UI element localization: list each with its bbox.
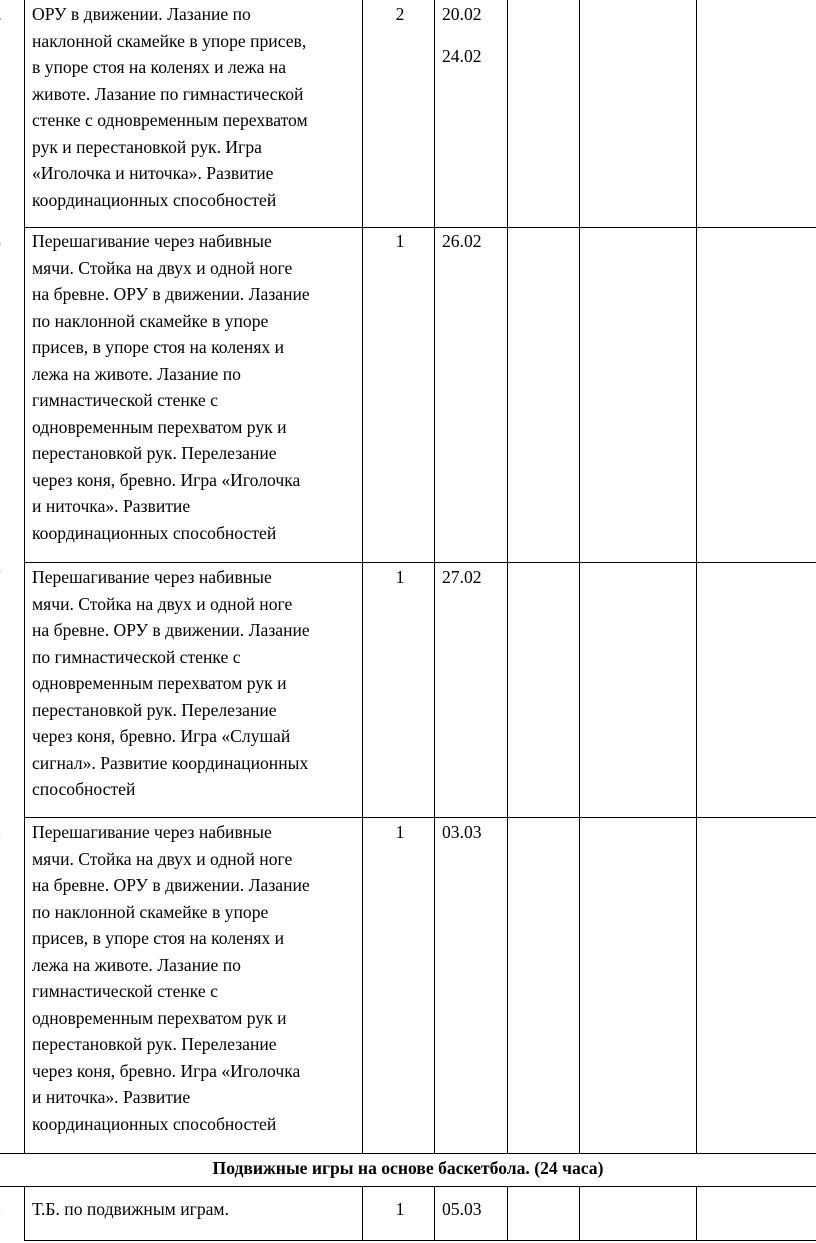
column-divider — [24, 1186, 25, 1241]
lesson-topic: ОРУ в движении. Лазание по наклонной скамейке в упоре присев, в упоре стоя на коленях и лежа на животе. Лазание по гимнастической стенке с одновременным перехватом рук и перестановкой рук. Игра «Иголочка и ниточка». Развитие координационных способностей — [32, 4, 308, 210]
lesson-hours: 1 — [395, 567, 405, 587]
lesson-topic: Перешагивание через набивные мячи. Стойка на двух и одной ноге на бревне. ОРУ в движении. Лазание по гимнастической стенке с одновременным перехватом рук и перестановкой рук. Перелезание через коня, бревно. Игра «Слушай сигнал». Развитие координационных способностей — [32, 567, 310, 799]
table-divider — [24, 1240, 816, 1241]
row-divider — [24, 562, 816, 563]
lesson-hours: 1 — [395, 231, 405, 251]
lesson-number — [0, 819, 2, 846]
lesson-date: 20.02 — [442, 4, 482, 24]
lesson-number — [0, 229, 2, 256]
lesson-number — [0, 1197, 2, 1224]
lesson-date: 27.02 — [442, 567, 482, 587]
lesson-topic: Т.Б. по подвижным играм. — [32, 1199, 229, 1219]
lesson-topic: Перешагивание через набивные мячи. Стойка на двух и одной ноге на бревне. ОРУ в движении. Лазание по наклонной скамейке в упоре присев, в упоре стоя на коленях и лежа на животе. Лазание по гимнастической стенке с одновременным перехватом рук и перестановкой рук. Перелезание через коня, бревно. Игра «Иголочка и ниточка». Развитие координационных способностей — [32, 822, 310, 1134]
column-divider — [507, 0, 508, 1153]
lesson-date: 26.02 — [442, 231, 482, 251]
column-divider — [696, 0, 697, 1153]
column-divider — [362, 0, 363, 1153]
column-divider — [507, 1186, 508, 1241]
section-heading: Подвижные игры на основе баскетбола. (24 часа) — [212, 1158, 604, 1178]
lesson-hours: 2 — [395, 4, 405, 24]
table-divider — [0, 1153, 816, 1154]
table-divider — [0, 1186, 816, 1187]
column-divider — [579, 0, 580, 1153]
column-divider — [362, 1186, 363, 1241]
lesson-number — [0, 564, 2, 591]
lesson-date: 24.02 — [442, 46, 482, 66]
lesson-topic: Перешагивание через набивные мячи. Стойка на двух и одной ноге на бревне. ОРУ в движении. Лазание по наклонной скамейке в упоре присев, в упоре стоя на коленях и лежа на животе. Лазание по гимнастической стенке с одновременным перехватом рук и перестановкой рук. Перелезание через коня, бревно. Игра «Иголочка и ниточка». Развитие координационных способностей — [32, 231, 310, 543]
column-divider — [24, 0, 25, 1153]
lesson-hours: 1 — [395, 822, 405, 842]
row-divider — [24, 817, 816, 818]
lesson-date: 05.03 — [442, 1199, 482, 1219]
lesson-hours: 1 — [395, 1199, 405, 1219]
lesson-date: 03.03 — [442, 822, 482, 842]
lesson-number — [0, 3, 2, 30]
column-divider — [579, 1186, 580, 1241]
column-divider — [696, 1186, 697, 1241]
